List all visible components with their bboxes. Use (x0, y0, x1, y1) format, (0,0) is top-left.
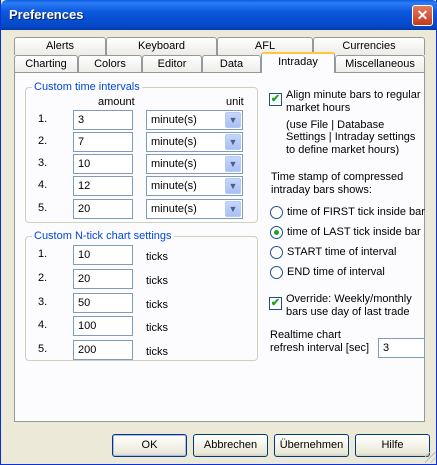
ntick-input[interactable]: 20 (73, 269, 133, 289)
tab-intraday[interactable] (261, 52, 335, 73)
interval-amount-input[interactable]: 7 (73, 132, 133, 152)
align-bars-label[interactable]: Align minute bars to regular (286, 89, 421, 101)
refresh-label: Realtime chart (270, 329, 341, 341)
tab-label: AFL (254, 40, 276, 52)
radio-last-tick[interactable] (270, 226, 283, 239)
unit-header: unit (226, 96, 244, 108)
tab-label: Alerts (45, 40, 75, 52)
interval-amount-input[interactable]: 12 (73, 176, 133, 196)
tab-charting[interactable] (14, 55, 78, 73)
ticks-label: ticks (146, 299, 168, 311)
tab-label: Data (219, 58, 244, 70)
timestamp-heading-2: intraday bars shows: (271, 184, 372, 196)
chevron-down-icon[interactable]: ▼ (225, 134, 241, 150)
chevron-down-icon[interactable]: ▼ (225, 156, 241, 172)
interval-unit-select[interactable] (146, 110, 243, 130)
help-button[interactable]: Hilfe (355, 434, 430, 457)
interval-amount-input[interactable]: 10 (73, 154, 133, 174)
tab-editor[interactable] (142, 55, 202, 73)
interval-index: 1. (38, 113, 48, 125)
ticks-label: ticks (146, 346, 168, 358)
tab-keyboard[interactable] (106, 37, 217, 55)
timestamp-heading: Time stamp of compressed (271, 171, 404, 183)
interval-index: 2. (38, 135, 48, 147)
radio-last-tick-label[interactable]: time of LAST tick inside bar (287, 226, 421, 238)
radio-start-time-label[interactable]: START time of interval (287, 246, 397, 258)
refresh-interval-input[interactable]: 3 (378, 338, 425, 358)
ticks-label: ticks (146, 251, 168, 263)
tab-data[interactable] (202, 55, 261, 73)
override-label[interactable]: Override: Weekly/monthly (286, 293, 412, 305)
ntick-group (25, 230, 258, 361)
ntick-input[interactable]: 50 (73, 293, 133, 313)
ntick-input[interactable]: 10 (73, 245, 133, 265)
interval-index: 4. (38, 179, 48, 191)
title-bar[interactable] (1, 0, 437, 30)
market-hours-note: to define market hours) (286, 144, 400, 156)
tab-label: Keyboard (137, 40, 186, 52)
ok-button[interactable]: OK (112, 434, 187, 457)
override-label-2[interactable]: bars use day of last trade (286, 306, 410, 318)
tab-label: Charting (25, 58, 67, 70)
tab-colors[interactable] (78, 55, 142, 73)
apply-button[interactable]: Übernehmen (274, 434, 349, 457)
interval-unit-select[interactable] (146, 199, 243, 219)
cancel-button[interactable]: Abbrechen (193, 434, 268, 457)
refresh-label-2: refresh interval [sec] (270, 342, 370, 354)
interval-unit-select[interactable] (146, 132, 243, 152)
market-hours-note: (use File | Database (286, 119, 385, 131)
select-value: minute(s) (151, 180, 197, 192)
ntick-legend: Custom N-tick chart settings (34, 230, 172, 242)
ntick-input[interactable]: 100 (73, 316, 133, 336)
interval-amount-input[interactable]: 3 (73, 110, 133, 130)
align-bars-label-2[interactable]: market hours (286, 102, 351, 114)
close-icon[interactable]: ✕ (412, 5, 433, 26)
window-title: Preferences (9, 7, 84, 22)
interval-unit-select[interactable] (146, 154, 243, 174)
tab-label: Editor (157, 58, 187, 70)
select-value: minute(s) (151, 158, 197, 170)
amount-header: amount (98, 96, 135, 108)
ntick-index: 1. (38, 248, 48, 260)
chevron-down-icon[interactable]: ▼ (225, 112, 241, 128)
radio-end-time-label[interactable]: END time of interval (287, 266, 385, 278)
time-intervals-legend: Custom time intervals (34, 81, 140, 93)
chevron-down-icon[interactable]: ▼ (225, 201, 241, 217)
select-value: minute(s) (151, 203, 197, 215)
ntick-input[interactable]: 200 (73, 340, 133, 360)
tab-label: Intraday (278, 56, 318, 68)
ticks-label: ticks (146, 322, 168, 334)
radio-first-tick-label[interactable]: time of FIRST tick inside bar (287, 206, 425, 218)
radio-end-time[interactable] (270, 266, 283, 279)
interval-unit-select[interactable] (146, 176, 243, 196)
radio-first-tick[interactable] (270, 206, 283, 219)
select-value: minute(s) (151, 114, 197, 126)
tab-miscellaneous[interactable] (335, 55, 425, 73)
interval-index: 3. (38, 157, 48, 169)
ntick-index: 5. (38, 343, 48, 355)
align-bars-checkbox[interactable]: ✔ (270, 93, 281, 105)
market-hours-note: Settings | Intraday settings (286, 131, 416, 143)
ticks-label: ticks (146, 275, 168, 287)
radio-start-time[interactable] (270, 246, 283, 259)
ntick-index: 4. (38, 319, 48, 331)
override-checkbox[interactable]: ✔ (270, 297, 281, 309)
resize-grip-icon[interactable] (425, 452, 436, 463)
interval-index: 5. (38, 202, 48, 214)
select-value: minute(s) (151, 136, 197, 148)
tab-label: Miscellaneous (345, 58, 415, 70)
chevron-down-icon[interactable]: ▼ (225, 178, 241, 194)
radio-selected-dot (274, 230, 279, 235)
tab-alerts[interactable] (14, 37, 106, 55)
interval-amount-input[interactable]: 20 (73, 199, 133, 219)
ntick-index: 2. (38, 272, 48, 284)
ntick-index: 3. (38, 296, 48, 308)
tab-label: Currencies (342, 40, 396, 52)
tab-label: Colors (94, 58, 126, 70)
